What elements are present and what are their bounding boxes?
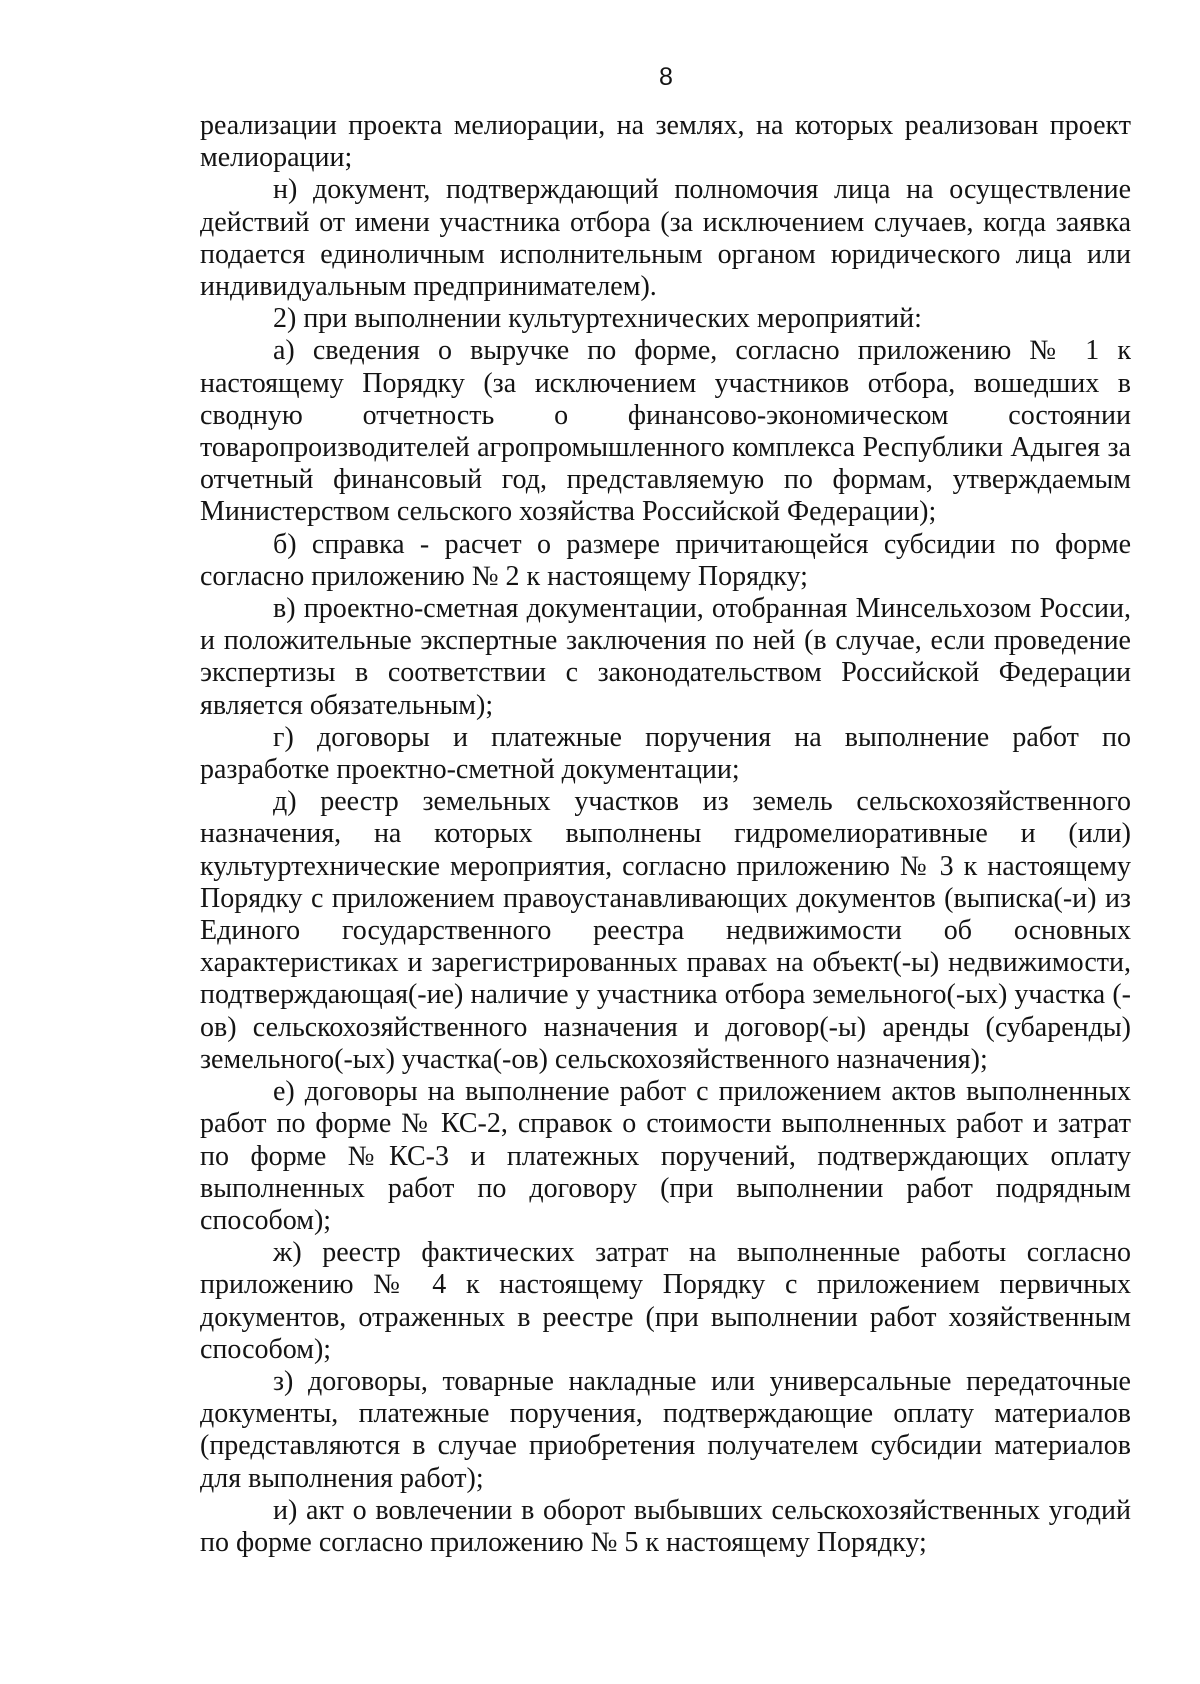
paragraph-item-e: е) договоры на выполнение работ с приложением актов выполненных работ по форме № КС-2, справок о стоимости выполненных работ и затрат по форме №КС-3 и платежных поручений, подтверждающих оплату выполненных работ по договору (при выполнении работ подрядным способом); [200,1076,1131,1236]
paragraph-item-zh: ж) реестр фактических затрат на выполненные работы согласно приложению № 4 к настоящему Порядку с приложением первичных документов, отраженных в реестре (при выполнении работ хозяйственным способом); [200,1237,1131,1365]
document-body [200,110,1131,1559]
paragraph-item-n: н) документ, подтверждающий полномочия лица на осуществление действий от имени участника отбора (за исключением случаев, когда заявка подается единоличным исполнительным органом юридического лица или индивидуальным предпринимателем). [200,174,1131,303]
paragraph-item-a: а) сведения о выручке по форме, согласно приложению № 1 к настоящему Порядку (за исключением участников отбора, вошедших в сводную отчетность о финансово-экономическом состоянии товаропроизводителей агропромышленного комплекса Республики Адыгея за отчетный финансовый год, представляемую по формам, утверждаемым Министерством сельского хозяйства Российской Федерации); [200,335,1131,528]
paragraph-item-b: б) справка - расчет о размере причитающейся субсидии по форме согласно приложению № 2 к настоящему Порядку; [200,528,1131,592]
paragraph-section-2: 2) при выполнении культуртехнических мероприятий: [273,303,922,335]
paragraph-item-d: д) реестр земельных участков из земель сельскохозяйственного назначения, на которых выполнены гидромелиоративные и (или) культуртехнические мероприятия, согласно приложению № 3 к настоящему Порядку с приложением правоустанавливающих документов (выписка(-и) из Единого государственного реестра недвижимости об основных характеристиках и зарегистрированных правах на объект(-ы) недвижимости, подтверждающая(-ие) наличие у участника отбора земельного(-ых) участка (-ов) сельскохозяйственного назначения и договор(-ы) аренды (субаренды) земельного(-ых) участка(-ов) сельскохозяйственного назначения); [200,786,1131,1075]
paragraph-item-g: г) договоры и платежные поручения на выполнение работ по разработке проектно-сметной документации; [200,721,1131,786]
paragraph-item-z: з) договоры, товарные накладные или универсальные передаточные документы, платежные поручения, подтверждающие оплату материалов (представляются в случае приобретения получателем субсидии материалов для выполнения работ); [200,1365,1131,1494]
page-number: 8 [659,63,673,91]
paragraph-item-v: в) проектно-сметная документации, отобранная Минсельхозом России, и положительные экспертные заключения по ней (в случае, если проведение экспертизы в соответствии с законодательством Российской Федерации является обязательным); [200,593,1131,721]
paragraph-continuation: реализации проекта мелиорации, на землях, на которых реализован проект мелиорации; [200,110,1131,174]
paragraph-item-i: и) акт о вовлечении в оборот выбывших сельскохозяйственных угодий по форме согласно приложению № 5 к настоящему Порядку; [200,1494,1131,1558]
